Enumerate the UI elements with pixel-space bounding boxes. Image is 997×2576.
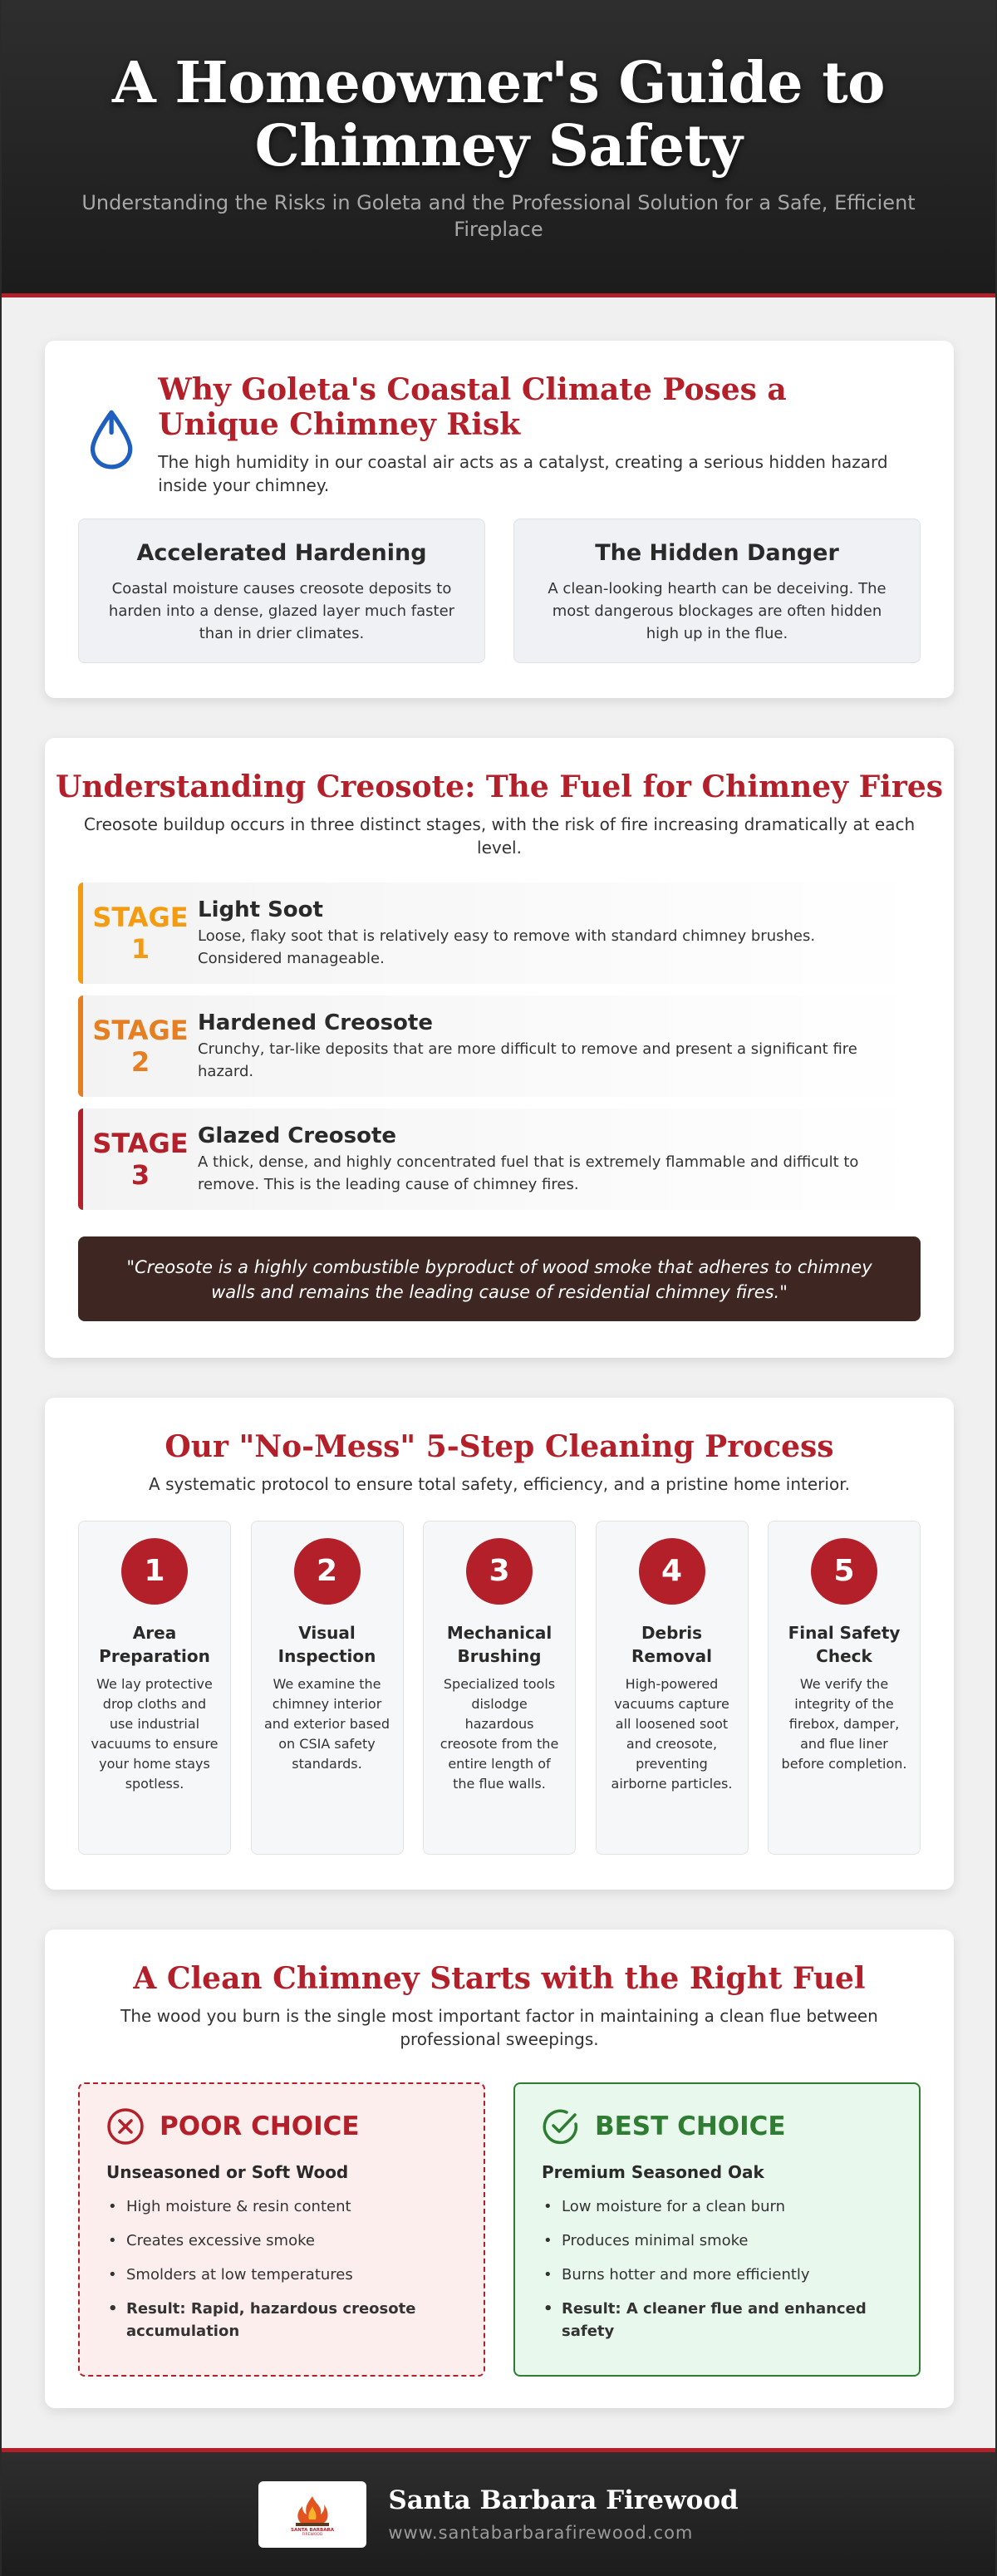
- page-title: A Homeowner's Guide to Chimney Safety: [111, 50, 886, 179]
- stage-description: Loose, flaky soot that is relatively easy to remove with standard chimney brushes. Considered manageable.: [198, 927, 816, 967]
- list-item: • Creates excessive smoke: [106, 2229, 457, 2252]
- step-description: We verify the integrity of the firebox, damper, and flue liner before completion.: [781, 1676, 907, 1772]
- best-choice-panel: [513, 2082, 921, 2377]
- process-intro: A systematic protocol to ensure total safety, efficiency, and a pristine home interior.: [149, 1474, 850, 1494]
- step-description: High-powered vacuums capture all loosened soot and creosote, preventing airborne particles.: [611, 1676, 733, 1792]
- step-name: Area Preparation: [99, 1623, 210, 1666]
- stage-description: Crunchy, tar-like deposits that are more difficult to remove and present a significant fire hazard.: [198, 1040, 857, 1080]
- poor-choice-result: • Result: Rapid, hazardous creosote accumulation: [106, 2298, 457, 2342]
- creosote-intro: Creosote buildup occurs in three distinct stages, with the risk of fire increasing dramatically at each level.: [83, 814, 916, 858]
- fuel-title: A Clean Chimney Starts with the Right Fuel: [133, 1961, 866, 1996]
- list-item: • Burns hotter and more efficiently: [542, 2264, 892, 2286]
- stage-badge: [83, 1128, 198, 1191]
- stage-number: 3: [130, 1159, 150, 1191]
- step-card-3: [423, 1521, 576, 1855]
- stage-name: Glazed Creosote: [198, 1123, 397, 1148]
- step-name: Debris Removal: [631, 1623, 712, 1666]
- stage-row-2: [78, 995, 921, 1097]
- fuel-intro: The wood you burn is the single most important factor in maintaining a clean flue between professional sweepings.: [120, 2006, 878, 2049]
- best-choice-label: BEST CHOICE: [595, 2111, 786, 2141]
- process-section: [45, 1398, 954, 1890]
- best-choice-heading: Premium Seasoned Oak: [542, 2162, 764, 2182]
- step-card-2: [251, 1521, 404, 1855]
- stage-number: 2: [130, 1046, 150, 1078]
- page-footer: [2, 2448, 995, 2576]
- page-subtitle: Understanding the Risks in Goleta and the Professional Solution for a Safe, Efficient Fireplace: [81, 191, 916, 241]
- poor-choice-heading: Unseasoned or Soft Wood: [106, 2162, 349, 2182]
- climate-section: [45, 341, 954, 698]
- svg-text:SANTA BARBARA: SANTA BARBARA: [291, 2527, 335, 2533]
- stage-name: Hardened Creosote: [198, 1010, 433, 1035]
- step-number: 2: [294, 1538, 361, 1605]
- climate-intro: The high humidity in our coastal air acts as a catalyst, creating a serious hidden hazard inside your chimney.: [158, 452, 888, 495]
- list-item: • High moisture & resin content: [106, 2195, 457, 2218]
- step-number: 1: [121, 1538, 188, 1605]
- step-description: We examine the chimney interior and exterior based on CSIA safety standards.: [263, 1676, 390, 1772]
- stage-description: A thick, dense, and highly concentrated fuel that is extremely flammable and difficult to remove. This is the leading cause of chimney fires.: [198, 1153, 859, 1193]
- company-url[interactable]: www.santabarbarafirewood.com: [388, 2522, 694, 2543]
- step-description: We lay protective drop cloths and use industrial vacuums to ensure your home stays spotless.: [91, 1676, 219, 1792]
- best-choice-list: [542, 2195, 892, 2342]
- process-title: Our "No-Mess" 5-Step Cleaning Process: [165, 1429, 834, 1464]
- poor-choice-list: [106, 2195, 457, 2342]
- stage-label: STAGE: [92, 902, 189, 933]
- x-circle-icon: [106, 2107, 145, 2146]
- info-box-hardening: [78, 519, 485, 663]
- company-logo: [258, 2481, 366, 2548]
- list-item: • Low moisture for a clean burn: [542, 2195, 892, 2218]
- info-box-text: Coastal moisture causes creosote deposits to harden into a dense, glazed layer much faster than in drier climates.: [108, 580, 455, 642]
- info-box-heading: Accelerated Hardening: [136, 540, 427, 566]
- stage-name: Light Soot: [198, 897, 323, 922]
- list-item: • Smolders at low temperatures: [106, 2264, 457, 2286]
- step-name: Mechanical Brushing: [446, 1623, 553, 1666]
- stage-row-3: [78, 1109, 921, 1210]
- climate-title: Why Goleta's Coastal Climate Poses a Unique Chimney Risk: [158, 372, 787, 442]
- stage-label: STAGE: [92, 1015, 189, 1046]
- creosote-title: Understanding Creosote: The Fuel for Chimney Fires: [55, 769, 943, 804]
- creosote-section: [45, 738, 954, 1358]
- list-item: • Produces minimal smoke: [542, 2229, 892, 2252]
- step-card-4: [596, 1521, 749, 1855]
- step-name: Final Safety Check: [788, 1623, 901, 1666]
- info-box-heading: The Hidden Danger: [595, 540, 839, 566]
- stage-badge: [83, 902, 198, 965]
- step-number: 4: [639, 1538, 705, 1605]
- step-number: 5: [811, 1538, 877, 1605]
- info-box-hidden-danger: [513, 519, 921, 663]
- stage-number: 1: [130, 933, 150, 965]
- step-name: Visual Inspection: [277, 1623, 376, 1666]
- poor-choice-label: POOR CHOICE: [160, 2111, 360, 2141]
- stage-badge: [83, 1015, 198, 1078]
- company-name: Santa Barbara Firewood: [388, 2485, 739, 2515]
- stage-row-1: [78, 882, 921, 984]
- best-choice-result: • Result: A cleaner flue and enhanced safety: [542, 2298, 892, 2342]
- svg-text:FIREWOOD: FIREWOOD: [302, 2532, 323, 2536]
- poor-choice-panel: [78, 2082, 485, 2377]
- step-description: Specialized tools dislodge hazardous creosote from the entire length of the flue walls.: [440, 1676, 559, 1792]
- creosote-quote: "Creosote is a highly combustible byproduct of wood smoke that adheres to chimney walls and remains the leading cause of residential chimney fires.": [78, 1236, 921, 1321]
- stage-label: STAGE: [92, 1128, 189, 1159]
- flame-logo-icon: [286, 2493, 339, 2536]
- check-circle-icon: [542, 2107, 580, 2146]
- page-header: [2, 0, 995, 297]
- step-number: 3: [466, 1538, 533, 1605]
- step-card-5: [768, 1521, 921, 1855]
- fuel-section: [45, 1930, 954, 2408]
- info-box-text: A clean-looking hearth can be deceiving. The most dangerous blockages are often hidden high up in the flue.: [548, 580, 886, 642]
- water-drop-icon: [86, 397, 136, 480]
- step-card-1: [78, 1521, 231, 1855]
